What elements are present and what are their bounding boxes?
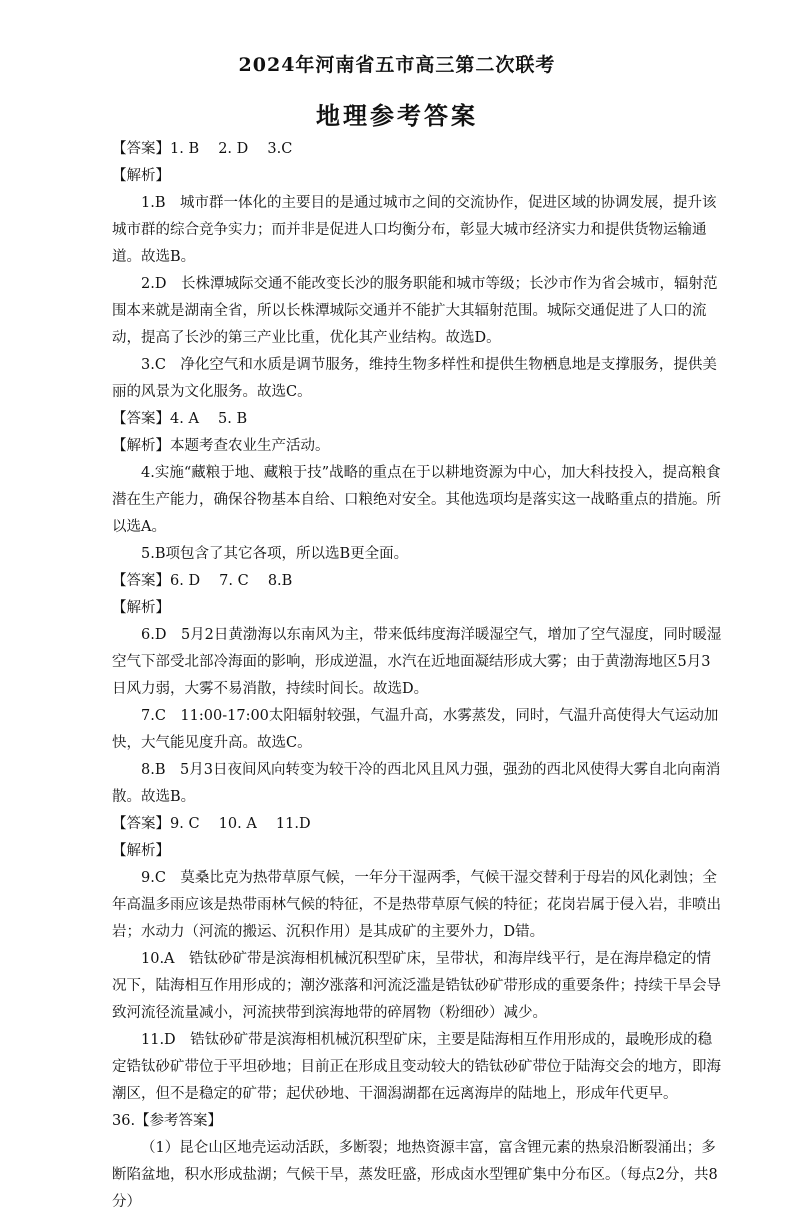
answer-tag: 【答案】4. A 5. B	[112, 411, 248, 427]
analysis-tag: 【解析】	[112, 168, 170, 184]
explanation-paragraph: 6.D 5月2日黄渤海以东南风为主，带来低纬度海洋暖湿空气，增加了空气湿度，同时暖湿空气下部受北部冷海面的影响，形成逆温，水汽在近地面凝结形成大雾；由于黄渤海地区5月3日风力弱，大雾不易消散，持续时间长。故选D。	[112, 627, 722, 697]
explanation-paragraph: 11.D 锆钛砂矿带是滨海相机械沉积型矿床，主要是陆海相互作用形成的，最晚形成的稳定锆钛砂矿带位于平坦砂地；目前正在形成且变动较大的锆钛砂矿带位于陆海交会的地方，即海潮区，但不是稳定的矿带；起伏砂地、干涸潟湖都在远离海岸的陆地上，形成年代更早。	[112, 1032, 721, 1102]
answer-tag: 【答案】9. C 10. A 11.D	[112, 816, 311, 832]
exam-title: 2024年河南省五市高三第二次联考	[238, 54, 556, 76]
document-title: 地理参考答案	[316, 101, 478, 130]
explanation-paragraph: 2.D 长株潭城际交通不能改变长沙的服务职能和城市等级；长沙市作为省会城市，辐射范围本来就是湖南全省，所以长株潭城际交通并不能扩大其辐射范围。城际交通促进了人口的流动，提高了长沙的第三产业比重，优化其产业结构。故选D。	[112, 276, 718, 346]
explanation-paragraph: 1.B 城市群一体化的主要目的是通过城市之间的交流协作，促进区域的协调发展，提升该城市群的综合竞争实力；而并非是促进人口均衡分布，彰显大城市经济实力和提供货物运输通道。故选B。	[112, 195, 717, 265]
explanation-paragraph: 8.B 5月3日夜间风向转变为较干冷的西北风且风力强，强劲的西北风使得大雾自北向南消散。故选B。	[112, 762, 721, 805]
explanation-paragraph: 3.C 净化空气和水质是调节服务，维持生物多样性和提供生物栖息地是支撑服务，提供美丽的风景为文化服务。故选C。	[112, 357, 717, 400]
answer-tag: 【答案】1. B 2. D 3.C	[112, 141, 293, 157]
explanation-paragraph: （1）昆仑山区地壳运动活跃，多断裂；地热资源丰富，富含锂元素的热泉沿断裂涌出；多断陷盆地，积水形成盐湖；气候干旱，蒸发旺盛，形成卤水型锂矿集中分布区。（每点2分，共8分）	[112, 1140, 718, 1210]
analysis-tag: 【解析】	[112, 843, 170, 859]
explanation-paragraph: 4.实施“藏粮于地、藏粮于技”战略的重点在于以耕地资源为中心，加大科技投入，提高粮食潜在生产能力，确保谷物基本自给、口粮绝对安全。其他选项均是落实这一战略重点的措施。所以选A。	[112, 465, 721, 535]
analysis-tag: 【解析】	[112, 600, 170, 616]
analysis-tag: 【解析】本题考查农业生产活动。	[112, 438, 330, 454]
explanation-paragraph: 5.B项包含了其它各项，所以选B更全面。	[141, 546, 409, 562]
explanation-paragraph: 7.C 11:00-17:00太阳辐射较强，气温升高，水雾蒸发，同时，气温升高使得大气运动加快，大气能见度升高。故选C。	[112, 708, 719, 751]
explanation-paragraph: 10.A 锆钛砂矿带是滨海相机械沉积型矿床，呈带状，和海岸线平行，是在海岸稳定的情况下，陆海相互作用形成的；潮汐涨落和河流泛滥是锆钛砂矿带形成的重要条件；持续干旱会导致河流径流量减小，河流挟带到滨海地带的碎屑物（粉细砂）减少。	[112, 951, 721, 1021]
reference-answer-tag: 36.【参考答案】	[112, 1113, 223, 1129]
explanation-paragraph: 9.C 莫桑比克为热带草原气候，一年分干湿两季，气候干湿交替利于母岩的风化剥蚀；全年高温多雨应该是热带雨林气候的特征，不是热带草原气候的特征；花岗岩属于侵入岩，非喷出岩；水动力（河流的搬运、沉积作用）是其成矿的主要外力，D错。	[112, 870, 721, 940]
answer-content	[112, 136, 724, 1216]
answer-tag: 【答案】6. D 7. C 8.B	[112, 573, 293, 589]
